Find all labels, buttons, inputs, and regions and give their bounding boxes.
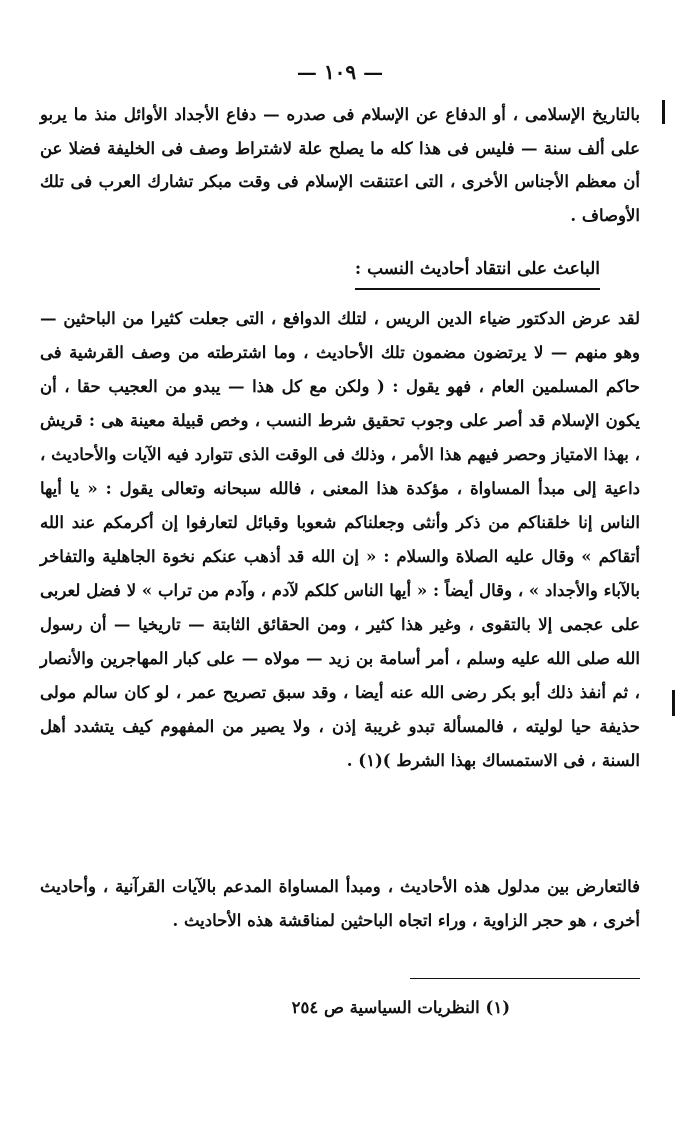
page-number: — ١٠٩ — [296,60,384,84]
section-heading: الباعث على انتقاد أحاديث النسب : [355,252,600,290]
intro-paragraph: بالتاريخ الإسلامى ، أو الدفاع عن الإسلام فى صدره — دفاع الأجداد الأوائل منذ ما يربو على ألف سنة — فليس فى هذا كله ما يصلح علة لاشتراط وصف فى الخليفة فضلا عن أن معظم الأجناس الأخرى ، التى اعتنقت الإسلام فى وقت مبكر تشارك العرب فى تلك الأوصاف . [40,105,640,225]
body-paragraph: لقد عرض الدكتور ضياء الدين الريس ، لتلك الدوافع ، التى جعلت كثيرا من الباحثين — وهو منهم — لا يرتضون مضمون تلك الأحاديث ، وما اشترطته من وصف القرشية فى حاكم المسلمين العام ، فهو يقول : ( ولكن مع كل هذا — يبدو من العجيب حقا ، أن يكون الإسلام قد أصر على وجوب تحقيق شرط النسب ، وخص قبيلة معينة هى : قريش ، بهذا الامتياز وحصر فيهم هذا الأمر ، وذلك فى الوقت الذى تتوارد فيه الآيات والأحاديث ، داعية إلى مبدأ المساواة ، مؤكدة هذا المعنى ، فالله سبحانه وتعالى يقول : « يا أيها الناس إنا خلقناكم من ذكر وأنثى وجعلناكم شعوبا وقبائل لتعارفوا إن أكرمكم عند الله أتقاكم » وقال عليه الصلاة والسلام : « إن الله قد أذهب عنكم نخوة الجاهلية والتفاخر بالآباء والأجداد » ، وقال أيضاً : « أيها الناس كلكم لآدم ، وآدم من تراب » لا فضل لعربى على عجمى إلا بالتقوى ، وغير هذا كثير ، ومن الحقائق الثابتة — تاريخيا — أن رسول الله صلى الله عليه وسلم ، أمر أسامة بن زيد — مولاه — على كبار المهاجرين والأنصار ، ثم أنفذ ذلك أبو بكر رضى الله عنه أيضا ، وقد سبق تصريح عمر ، لو كان سالم مولى حذيفة حيا لوليته ، فالمسألة تبدو غريبة إذن ، ولا يصير من المفهوم كيف يتشدد أهل السنة ، فى الاستمساك بهذا الشرط )(١) . [40,309,640,770]
margin-mark [662,100,665,124]
footnote: (١) النظريات السياسية ص ٢٥٤ [291,998,510,1017]
conclusion-paragraph: فالتعارض بين مدلول هذه الأحاديث ، ومبدأ المساواة المدعم بالآيات القرآنية ، وأحاديث أخرى ، هو حجر الزاوية ، وراء اتجاه الباحثين لمناقشة هذه الأحاديث . [40,877,640,930]
margin-mark [672,690,675,716]
footnote-divider [410,978,640,979]
